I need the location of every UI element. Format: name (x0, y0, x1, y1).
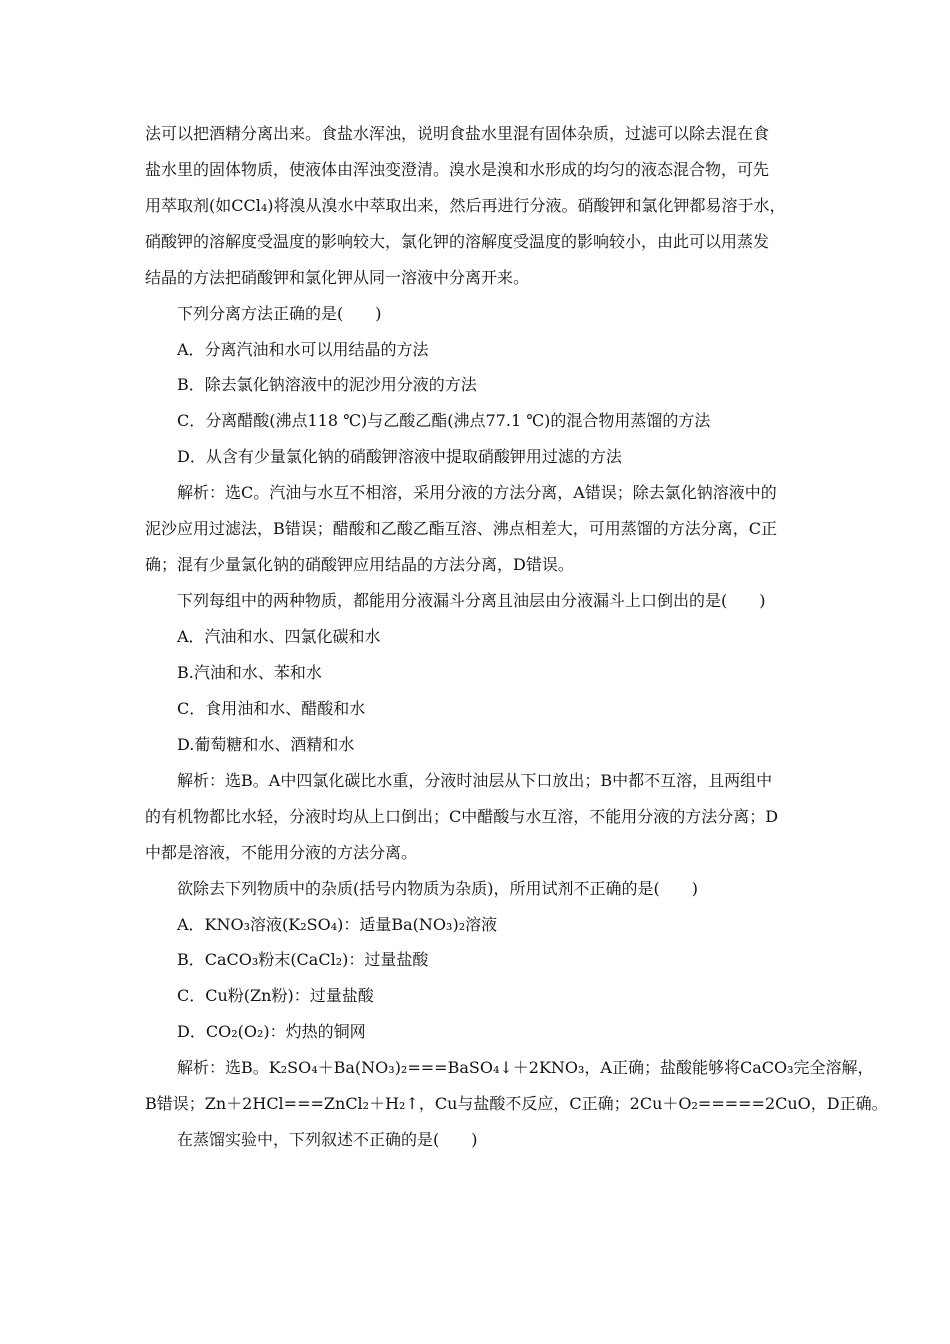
question-stem: 下列每组中的两种物质，都能用分液漏斗分离且油层由分液漏斗上口倒出的是( ) (177, 591, 766, 610)
text-line: 用萃取剂(如CCl₄)将溴从溴水中萃取出来，然后再进行分液。硝酸钾和氯化钾都易溶于水， (145, 196, 786, 215)
text-line: 确；混有少量氯化钠的硝酸钾应用结晶的方法分离，D错误。 (145, 555, 574, 574)
option-a: A．汽油和水、四氯化碳和水 (177, 627, 381, 646)
answer-analysis: 解析：选B。A中四氯化碳比水重，分液时油层从下口放出；B中都不互溶，且两组中 (177, 771, 773, 790)
text-line: 中都是溶液，不能用分液的方法分离。 (145, 843, 418, 862)
text-line: B错误；Zn＋2HCl===ZnCl₂＋H₂↑，Cu与盐酸不反应，C正确；2Cu＋O₂=====2CuO，D正确。 (145, 1094, 888, 1113)
option-c: C．食用油和水、醋酸和水 (177, 699, 366, 718)
option-b: B.汽油和水、苯和水 (177, 663, 322, 682)
option-c: C．Cu粉(Zn粉)：过量盐酸 (177, 986, 374, 1005)
option-d: D.葡萄糖和水、酒精和水 (177, 735, 355, 754)
option-c: C．分离醋酸(沸点118 ℃)与乙酸乙酯(沸点77.1 ℃)的混合物用蒸馏的方法 (177, 411, 711, 430)
option-a: A．KNO₃溶液(K₂SO₄)：适量Ba(NO₃)₂溶液 (177, 915, 498, 934)
answer-analysis: 解析：选C。汽油与水互不相溶，采用分液的方法分离，A错误；除去氯化钠溶液中的 (177, 483, 777, 502)
text-line: 盐水里的固体物质，使液体由浑浊变澄清。溴水是溴和水形成的均匀的液态混合物，可先 (145, 160, 770, 179)
question-stem: 下列分离方法正确的是( ) (177, 304, 382, 323)
text-line: 硝酸钾的溶解度受温度的影响较大，氯化钾的溶解度受温度的影响较小，由此可以用蒸发 (145, 232, 770, 251)
option-d: D．从含有少量氯化钠的硝酸钾溶液中提取硝酸钾用过滤的方法 (177, 447, 622, 466)
option-b: B．除去氯化钠溶液中的泥沙用分液的方法 (177, 375, 477, 394)
option-b: B．CaCO₃粉末(CaCl₂)：过量盐酸 (177, 950, 429, 969)
option-a: A．分离汽油和水可以用结晶的方法 (177, 340, 429, 359)
text-line: 结晶的方法把硝酸钾和氯化钾从同一溶液中分离开来。 (145, 268, 530, 287)
text-line: 的有机物都比水轻，分液时均从上口倒出；C中醋酸与水互溶，不能用分液的方法分离；D (145, 807, 779, 826)
text-line: 法可以把酒精分离出来。食盐水浑浊，说明食盐水里混有固体杂质，过滤可以除去混在食 (145, 124, 770, 143)
text-line: 泥沙应用过滤法，B错误；醋酸和乙酸乙酯互溶、沸点相差大，可用蒸馏的方法分离，C正 (145, 519, 778, 538)
question-stem: 在蒸馏实验中，下列叙述不正确的是( ) (177, 1130, 478, 1149)
option-d: D．CO₂(O₂)：灼热的铜网 (177, 1022, 366, 1041)
question-stem: 欲除去下列物质中的杂质(括号内物质为杂质)，所用试剂不正确的是( ) (177, 879, 698, 898)
answer-analysis: 解析：选B。K₂SO₄＋Ba(NO₃)₂===BaSO₄↓＋2KNO₃，A正确；盐酸能够将CaCO₃完全溶解， (177, 1058, 874, 1077)
